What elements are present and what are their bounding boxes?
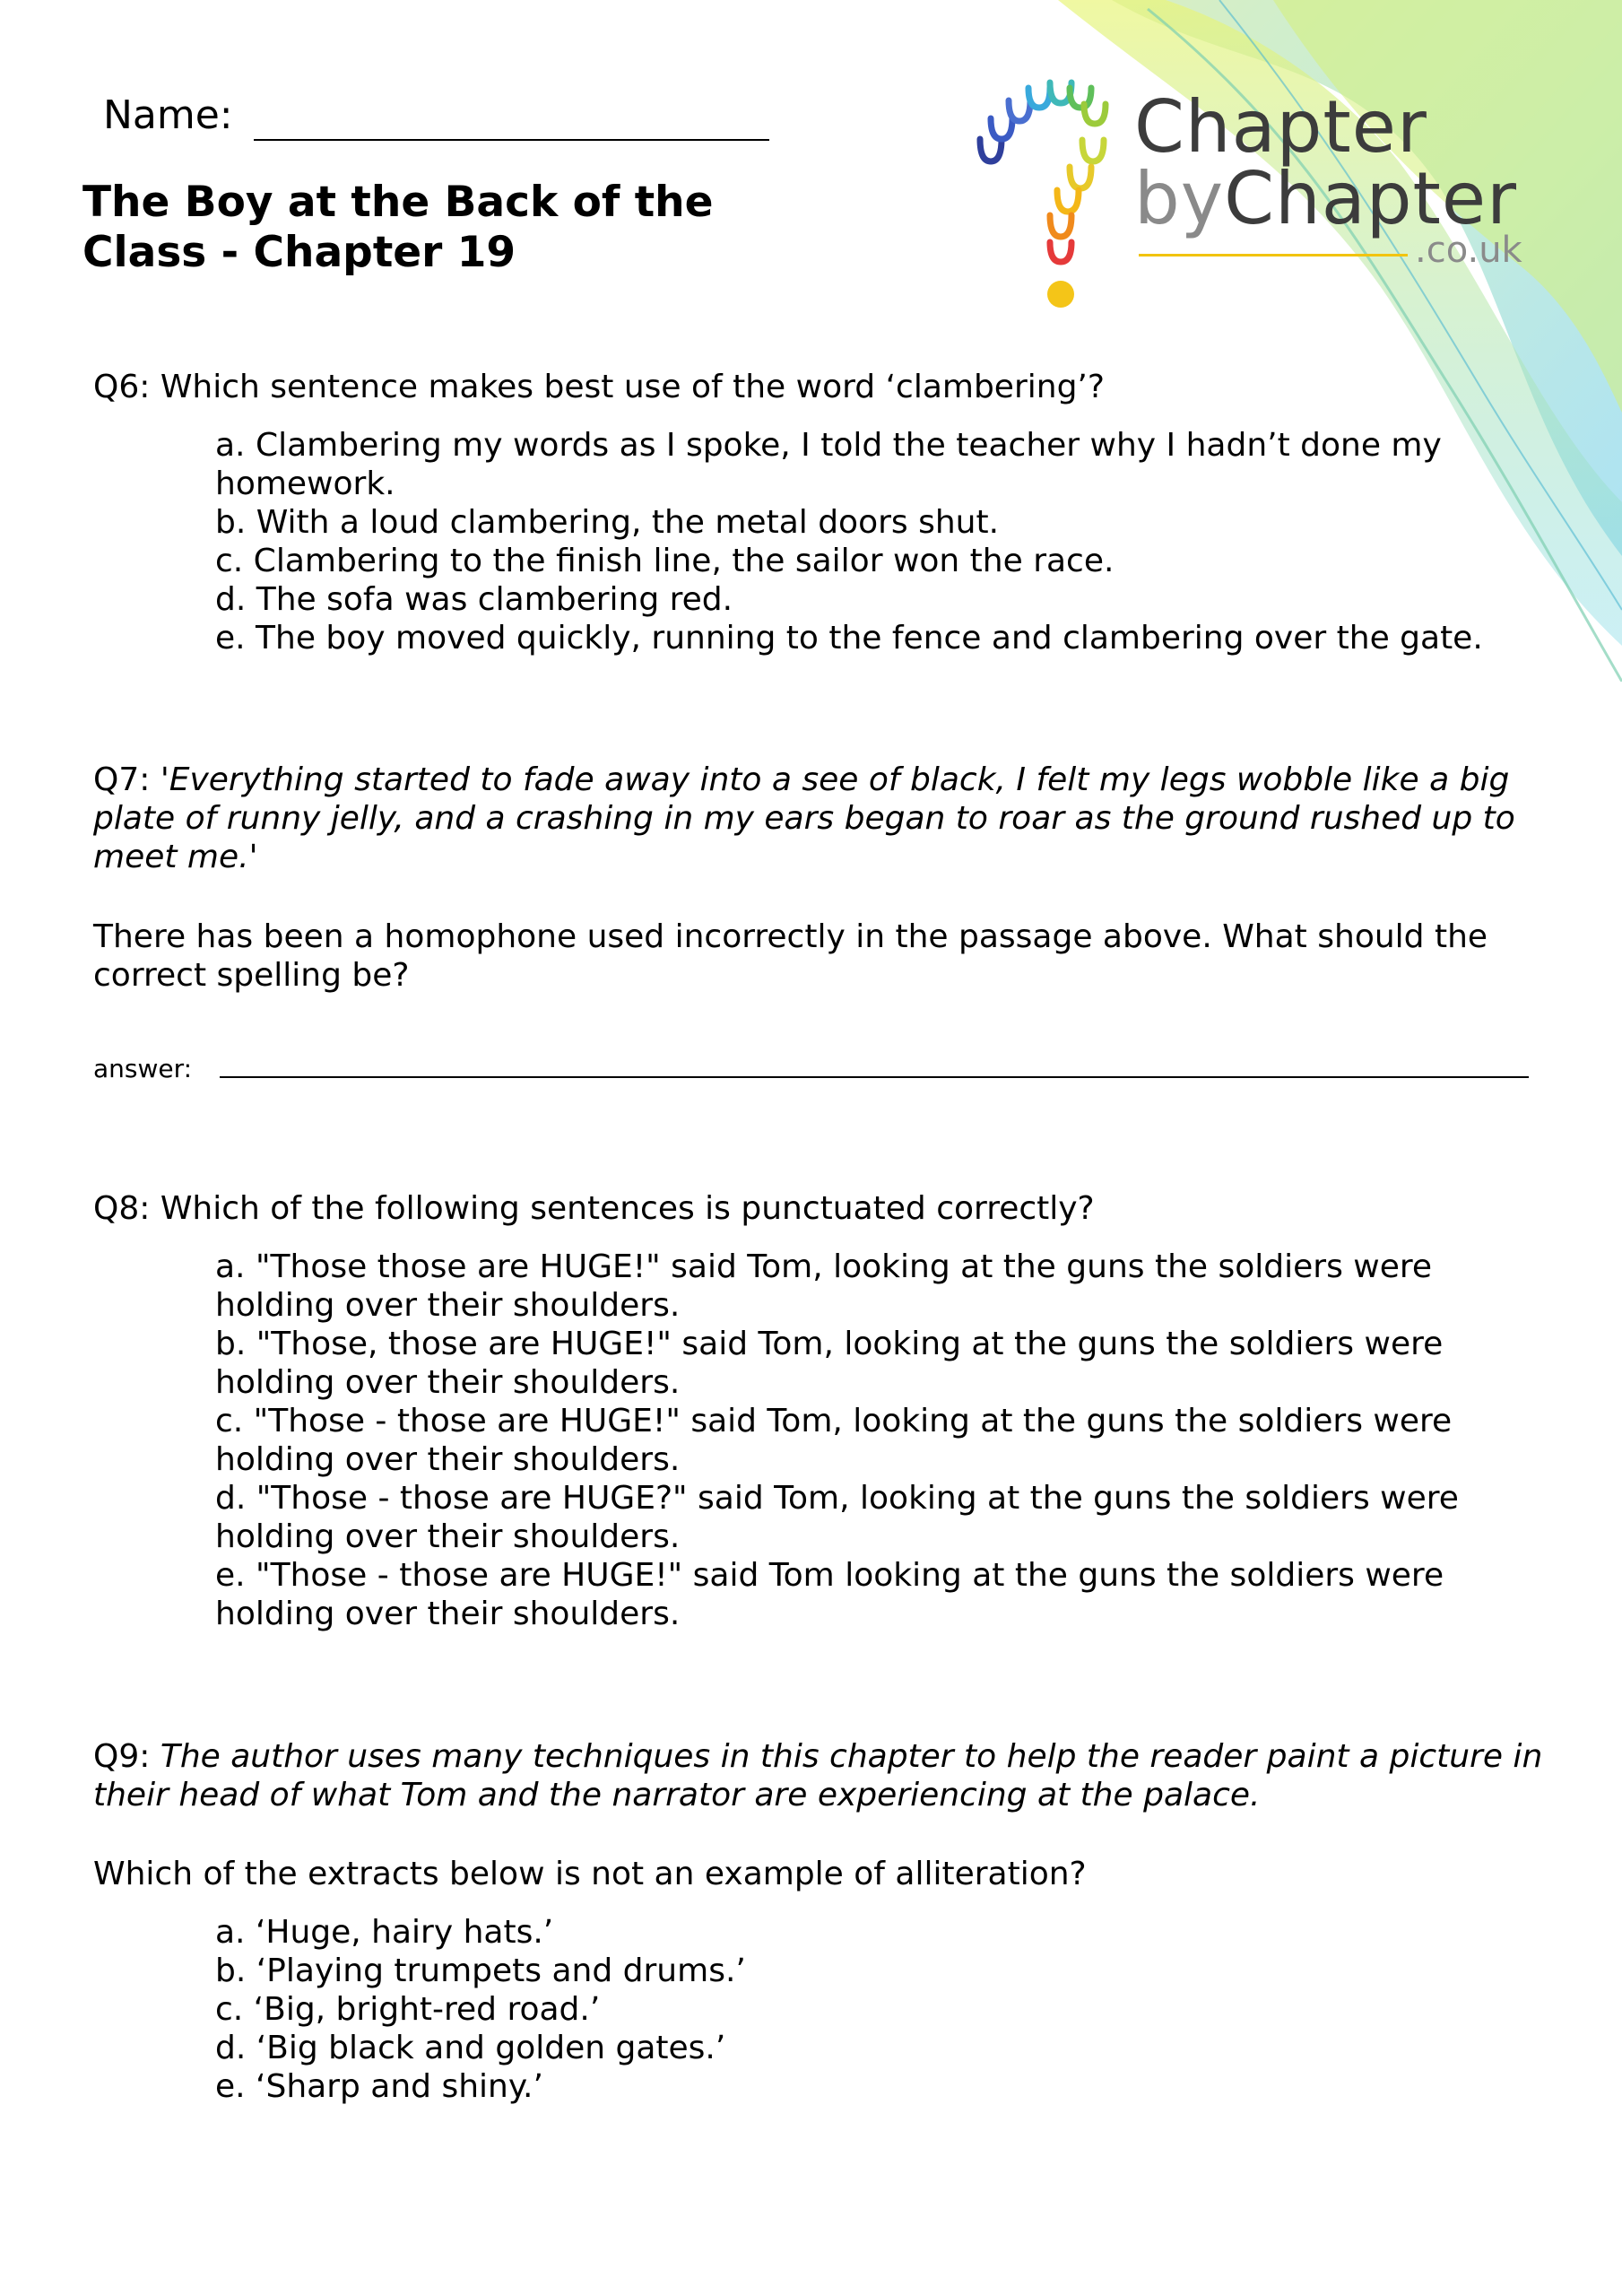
answer-label: answer: xyxy=(93,1054,193,1083)
q9-option-b: b. ‘Playing trumpets and drums.’ xyxy=(215,1952,746,1989)
logo-text-chapter: Chapter xyxy=(1134,85,1427,169)
q8-option-e: e. "Those - those are HUGE!" said Tom looking at the guns the soldiers were holding over their shoulders. xyxy=(215,1557,1444,1632)
q9-option-a: a. ‘Huge, hairy hats.’ xyxy=(215,1914,554,1951)
q7-quote: 'Everything started to fade away into a see of black, I felt my legs wobble like a big plate of runny jelly, and a crashing in my ears began to roar as the ground rushed up to meet me.' xyxy=(93,761,1515,875)
logo-text-domain: .co.uk xyxy=(1415,230,1522,271)
q7-instruction: There has been a homophone used incorrectly in the passage above. What should the correct spelling be? xyxy=(93,918,1488,994)
q7-passage xyxy=(93,761,1550,876)
q6-option-c: c. Clambering to the finish line, the sailor won the race. xyxy=(215,543,1115,579)
q6-option-d: d. The sofa was clambering red. xyxy=(215,581,733,618)
q6-option-b: b. With a loud clambering, the metal doors shut. xyxy=(215,504,1000,541)
q9-option-c: c. ‘Big, bright-red road.’ xyxy=(215,1991,601,2028)
q8-options xyxy=(215,1248,1524,1633)
q9-number: Q9: xyxy=(93,1738,151,1775)
q8-option-b: b. "Those, those are HUGE!" said Tom, looking at the guns the soldiers were holding over their shoulders. xyxy=(215,1326,1444,1401)
logo-text-chapter-2: Chapter xyxy=(1224,157,1517,240)
page-title: The Boy at the Back of the Class - Chapter 19 xyxy=(82,178,714,277)
q7-number: Q7: xyxy=(93,761,151,798)
logo-text-by: by xyxy=(1134,157,1225,240)
q6-option-e: e. The boy moved quickly, running to the fence and clambering over the gate. xyxy=(215,620,1483,657)
q9-option-e: e. ‘Sharp and shiny.’ xyxy=(215,2068,543,2105)
q9-statement: The author uses many techniques in this chapter to help the reader paint a picture in their head of what Tom and the narrator are experiencing at the palace. xyxy=(93,1738,1543,1813)
chapter-logo-icon xyxy=(964,54,1125,314)
q9-option-d: d. ‘Big black and golden gates.’ xyxy=(215,2030,726,2066)
name-label: Name: xyxy=(103,92,233,138)
q8-prompt: Q8: Which of the following sentences is punctuated correctly? xyxy=(93,1190,1095,1227)
q6-options xyxy=(215,426,1524,657)
q6-prompt: Q6: Which sentence makes best use of the word ‘clambering’? xyxy=(93,369,1105,405)
q9-options xyxy=(215,1913,1470,2106)
name-write-line[interactable] xyxy=(254,139,769,141)
q9-statement-block xyxy=(93,1737,1550,1814)
logo-underline xyxy=(1139,254,1408,257)
q9-instruction: Which of the extracts below is not an example of alliteration? xyxy=(93,1856,1087,1892)
q8-option-c: c. "Those - those are HUGE!" said Tom, looking at the guns the soldiers were holding over their shoulders. xyxy=(215,1403,1453,1478)
logo-text-bychapter xyxy=(1134,157,1517,240)
q8-option-d: d. "Those - those are HUGE?" said Tom, looking at the guns the soldiers were holding over their shoulders. xyxy=(215,1480,1459,1555)
answer-write-line[interactable] xyxy=(220,1076,1529,1078)
q6-option-a: a. Clambering my words as I spoke, I told the teacher why I hadn’t done my homework. xyxy=(215,427,1442,502)
q8-option-a: a. "Those those are HUGE!" said Tom, looking at the guns the soldiers were holding over their shoulders. xyxy=(215,1248,1433,1324)
